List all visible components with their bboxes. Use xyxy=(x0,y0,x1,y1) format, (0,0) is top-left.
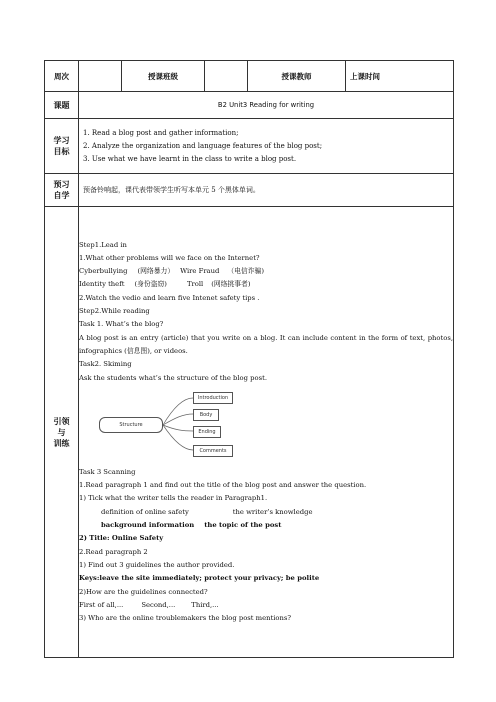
text-line: 3) Who are the online troublemakers the blog post mentions? xyxy=(79,614,292,623)
time-label: 上课时间 xyxy=(346,61,454,92)
class-value-cell xyxy=(205,61,248,92)
goals-label: 学习 目标 xyxy=(45,119,79,174)
goal-item: 3. Use what we have learnt in the class to write a blog post. xyxy=(83,154,297,163)
goal-item: 2. Analyze the organization and language features of the blog post; xyxy=(83,141,323,150)
diagram-branch-node: Introduction xyxy=(193,392,233,404)
text-line: Task2. Skiming xyxy=(79,360,132,369)
text-line: definition of online safety the writer’s knowledge xyxy=(101,507,313,516)
preview-label: 预习 自学 xyxy=(45,174,79,207)
week-value-cell xyxy=(79,61,122,92)
text-line: 1.Read paragraph 1 and find out the title of the blog post and answer the question. xyxy=(79,481,367,490)
text-line: Task 1. What’s the blog? xyxy=(79,320,164,329)
diagram-center-node: Structure xyxy=(99,417,163,433)
text-line: 1) Find out 3 guidelines the author provided. xyxy=(79,560,235,569)
text-line: 2) Title: Online Safety xyxy=(79,534,164,543)
goals-content xyxy=(79,119,454,174)
preview-row xyxy=(45,174,454,207)
text-line: 2.Read paragraph 2 xyxy=(79,547,148,556)
text-line: 1) Tick what the writer tells the reader in Paragraph1. xyxy=(79,494,268,503)
training-content xyxy=(79,207,454,658)
text-line: Step2.While reading xyxy=(79,307,150,316)
diagram-branch-node: Ending xyxy=(193,426,221,438)
text-paragraph: A blog post is an entry (article) that you write on a blog. It can include content in the form of text, photos, infographics (信息图), or videos. xyxy=(79,333,453,355)
diagram-branch-node: Body xyxy=(193,409,219,421)
text-line: Task 3 Scanning xyxy=(79,467,136,476)
text-line: Identity theft (身份盗窃) Troll (网络挑事者) xyxy=(79,280,251,289)
text-line: 1.What other problems will we face on the Internet? xyxy=(79,253,260,262)
topic-row xyxy=(45,92,454,119)
class-label: 授课班级 xyxy=(122,61,205,92)
goals-row xyxy=(45,119,454,174)
preview-content: 预备铃响起，课代表带领学生听写本单元 5 个黑体单词。 xyxy=(79,174,454,207)
goal-item: 1. Read a blog post and gather information; xyxy=(83,128,239,137)
training-label: 引领 与 训练 xyxy=(45,207,79,658)
structure-diagram xyxy=(93,388,253,464)
text-line: Step1.Lead in xyxy=(79,240,127,249)
text-line: Ask the students what’s the structure of the blog post. xyxy=(79,373,267,382)
text-line: 2.Watch the vedio and learn five Intenet safety tips . xyxy=(79,293,260,302)
text-line: Cyberbullying (网络暴力） Wire Fraud （电信诈骗) xyxy=(79,267,264,276)
text-line: Keys:leave the site immediately; protect your privacy; be polite xyxy=(79,574,320,583)
topic-label: 课题 xyxy=(45,92,79,119)
week-label: 周次 xyxy=(45,61,79,92)
header-row xyxy=(45,61,454,92)
diagram-branch-node: Comments xyxy=(193,445,233,457)
teacher-label: 授课教师 xyxy=(248,61,346,92)
topic-value: B2 Unit3 Reading for writing xyxy=(79,92,454,119)
text-line: background information the topic of the post xyxy=(101,521,282,530)
training-row xyxy=(45,207,454,658)
lesson-plan-table xyxy=(44,60,454,658)
text-line: First of all,... Second,... Third,... xyxy=(79,600,219,609)
text-line: 2)How are the guidelines connected? xyxy=(79,587,208,596)
